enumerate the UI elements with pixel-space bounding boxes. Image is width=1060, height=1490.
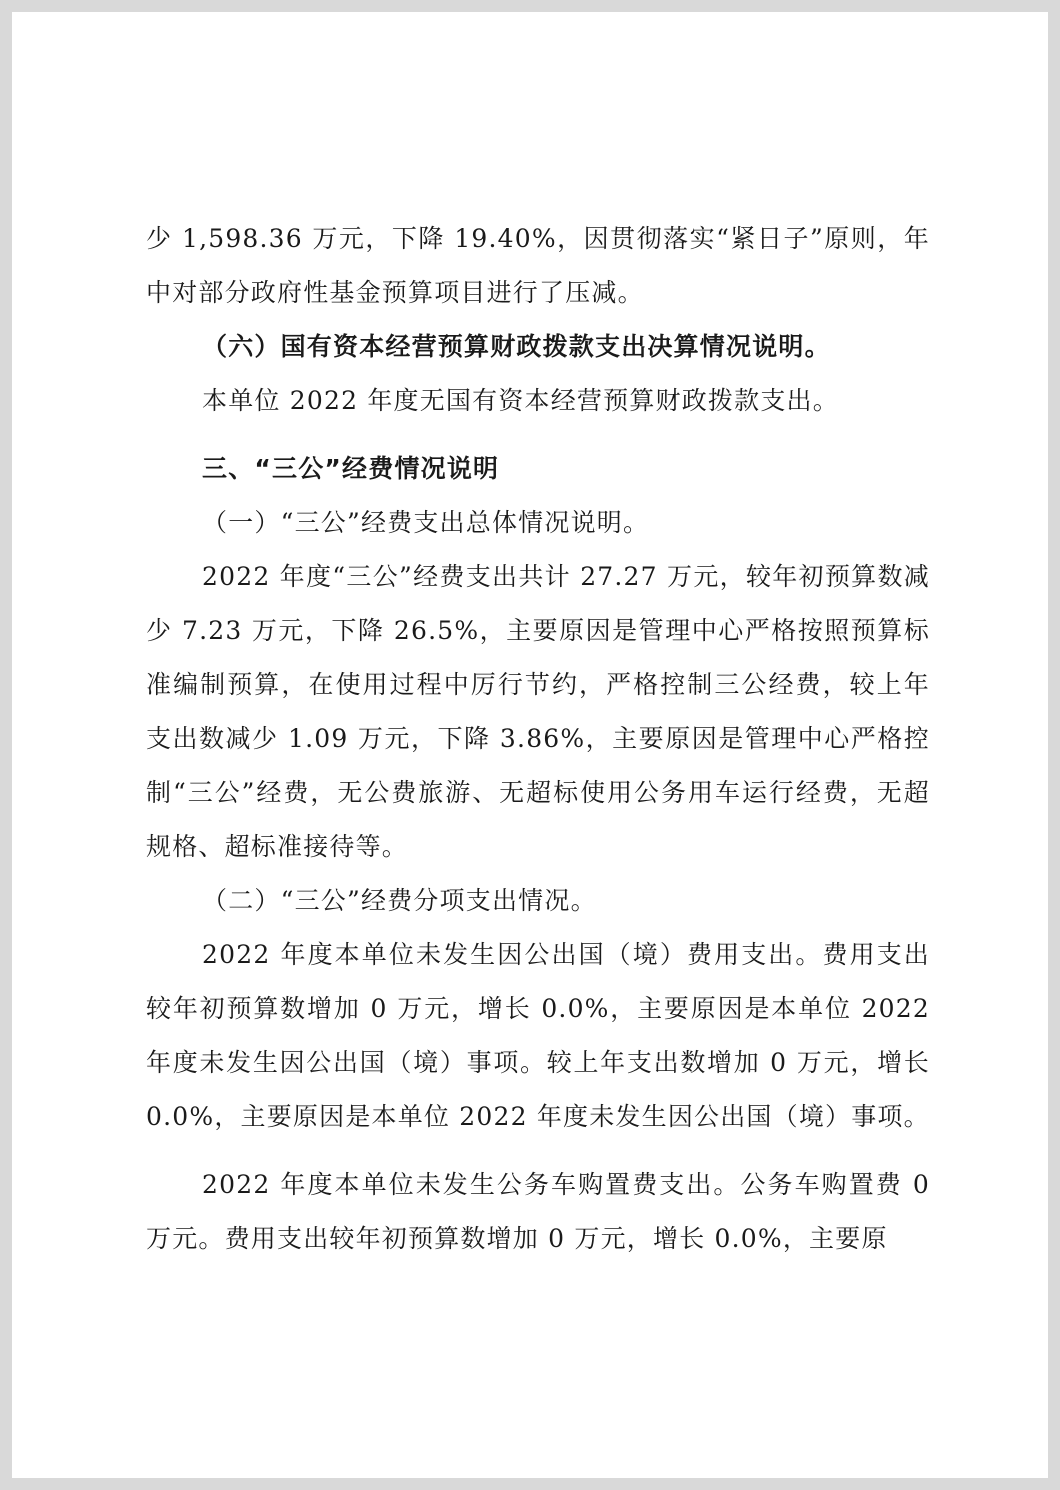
paragraph-vehicle-purchase: 2022 年度本单位未发生公务车购置费支出。公务车购置费 0 万元。费用支出较年初预算数增加 0 万元，增长 0.0%，主要原 [146,1170,930,1253]
paragraph-continuation: 少 1,598.36 万元，下降 19.40%，因贯彻落实“紧日子”原则，年中对部分政府性基金预算项目进行了压减。 [146,224,930,307]
subsection-heading-overall: （一）“三公”经费支出总体情况说明。 [202,508,650,537]
paragraph-overseas: 2022 年度本单位未发生因公出国（境）费用支出。费用支出较年初预算数增加 0 万元，增长 0.0%，主要原因是本单位 2022 年度未发生因公出国（境）事项。较上年支出数增加 0 万元，增长 0.0%，主要原因是本单位 2022 年度未发生因公出国（境）事项。 [146,940,930,1131]
paragraph-overall: 2022 年度“三公”经费支出共计 27.27 万元，较年初预算数减少 7.23 万元，下降 26.5%，主要原因是管理中心严格按照预算标准编制预算，在使用过程中厉行节约，严格控制三公经费，较上年支出数减少 1.09 万元，下降 3.86%，主要原因是管理中心严格控制“三公”经费，无公费旅游、无超标使用公务用车运行经费，无超规格、超标准接待等。 [146,562,930,861]
paragraph-state-capital: 本单位 2022 年度无国有资本经营预算财政拨款支出。 [202,386,839,415]
document-page [12,12,1048,1478]
document-body [146,212,930,1266]
subsection-heading-itemized: （二）“三公”经费分项支出情况。 [202,886,597,915]
section-heading-three-public: 三、“三公”经费情况说明 [202,454,500,483]
section-heading-state-capital: （六）国有资本经营预算财政拨款支出决算情况说明。 [202,332,831,361]
